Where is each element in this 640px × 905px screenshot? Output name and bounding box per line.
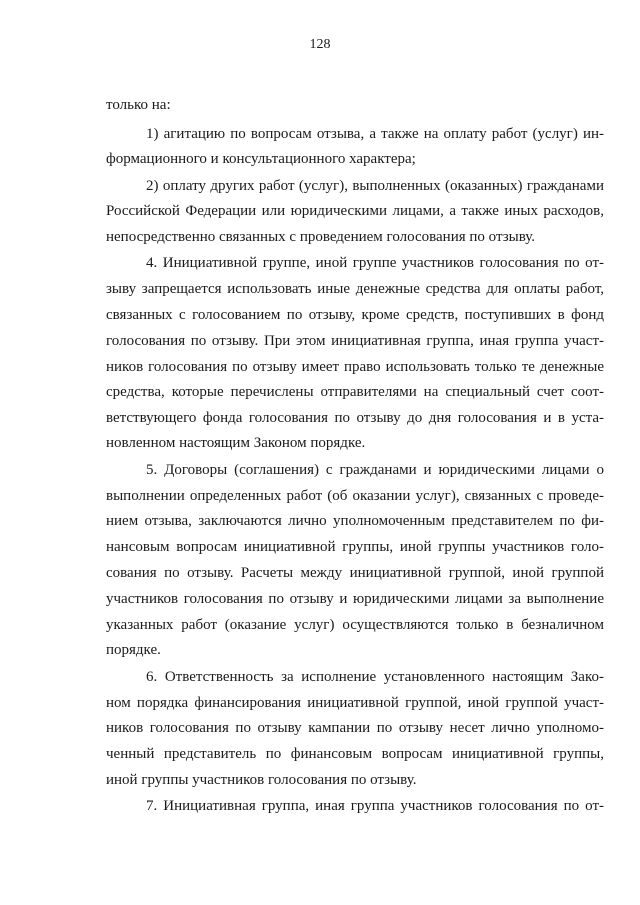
text-line: 7. Инициативная группа, иная группа участников голосования по от- [146,798,604,814]
page-number: 128 [309,37,331,52]
text-line: ченный представитель по финансовым вопросам инициативной группы, [106,746,604,762]
text-line: нием отзыва, заключаются лично уполномоченным представителем по фи- [106,513,604,529]
text-line: ников голосования по отзыву кампании по отзыву несет лично уполномо- [106,720,604,736]
text-line: новленном настоящим Законом порядке. [106,435,366,451]
text-line: указанных работ (оказание услуг) осуществляются только в безналичном [106,617,604,633]
text-line: иной группы участников голосования по отзыву. [106,772,417,788]
text-line: ном порядка финансирования инициативной группой, иной группой участ- [106,695,604,711]
text-line: ветствующего фонда голосования по отзыву до дня голосования и в уста- [106,410,604,426]
text-line: сования по отзыву. Расчеты между инициативной группой, иной группой [106,565,604,581]
text-line: ников голосования по отзыву имеет право использовать только те денежные [106,359,604,375]
text-line: 1) агитацию по вопросам отзыва, а также на оплату работ (услуг) ин- [146,126,604,142]
text-line: связанных с голосованием по отзыву, кроме средств, поступивших в фонд [106,307,604,323]
text-line: средства, которые перечислены отправителями на специальный счет соот- [106,384,604,400]
text-line: порядке. [106,642,161,658]
text-line: нансовым вопросам инициативной группы, иной группы участников голо- [106,539,604,555]
text-line: 6. Ответственность за исполнение установленного настоящим Зако- [146,669,604,685]
text-line: Российской Федерации или юридическими лицами, а также иных расходов, [106,203,604,219]
text-line: 2) оплату других работ (услуг), выполненных (оказанных) гражданами [146,178,604,194]
text-line: зыву запрещается использовать иные денежные средства для оплаты работ, [106,281,604,297]
text-line: только на: [106,97,171,113]
text-line: 5. Договоры (соглашения) с гражданами и юридическими лицами о [146,462,604,478]
text-line: выполнении определенных работ (об оказании услуг), связанных с проведе- [106,488,604,504]
text-line: участников голосования по отзыву и юридическими лицами за выполнение [106,591,604,607]
text-line: формационного и консультационного характера; [106,151,416,167]
text-line: 4. Инициативной группе, иной группе участников голосования по от- [146,255,604,271]
text-line: непосредственно связанных с проведением голосования по отзыву. [106,229,536,245]
text-line: голосования по отзыву. При этом инициативная группа, иная группа участ- [106,333,604,349]
